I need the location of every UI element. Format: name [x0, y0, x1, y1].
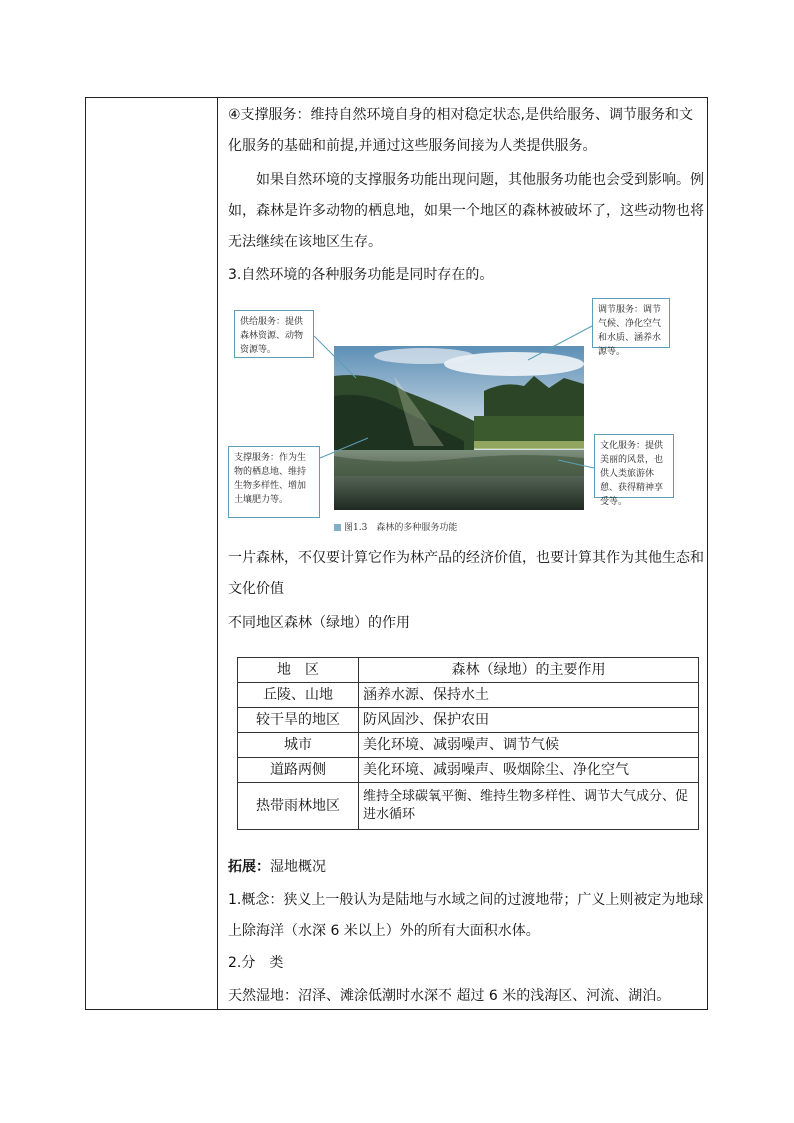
region-cell: 热带雨林地区	[238, 783, 359, 830]
wetland-concept-line2: 上除海洋（水深 6 米以上）外的所有大面积水体。	[228, 923, 540, 939]
role-cell: 美化环境、减弱噪声、吸烟除尘、净化空气	[359, 758, 699, 783]
callout-support-service: 支撑服务：作为生物的栖息地、维持生物多样性、增加土壤肥力等。	[228, 446, 320, 518]
table-row	[238, 733, 699, 758]
support-service-line2: 化服务的基础和前提,并通过这些服务间接为人类提供服务。	[228, 138, 597, 154]
role-cell: 防风固沙、保护农田	[359, 708, 699, 733]
caption-marker-icon	[334, 524, 341, 531]
role-cell: 维持全球碳氧平衡、维持生物多样性、调节大气成分、促进水循环	[359, 783, 699, 830]
forest-services-figure	[228, 298, 702, 538]
region-cell: 较干旱的地区	[238, 708, 359, 733]
table-intro: 不同地区森林（绿地）的作用	[228, 615, 410, 631]
table-row	[238, 683, 699, 708]
page-table-frame	[85, 97, 708, 1010]
role-cell: 涵养水源、保持水土	[359, 683, 699, 708]
figure-caption-text: 图1.3 森林的多种服务功能	[344, 523, 458, 533]
extension-title: 湿地概况	[270, 859, 326, 875]
coexist-line: 3.自然环境的各种服务功能是同时存在的。	[228, 267, 494, 283]
extension-label: 拓展：	[228, 859, 270, 875]
region-cell: 城市	[238, 733, 359, 758]
header-role: 森林（绿地）的主要作用	[359, 658, 699, 683]
region-cell: 丘陵、山地	[238, 683, 359, 708]
callout-culture-service: 文化服务：提供美丽的风景，也供人类旅游休憩、获得精神享受等。	[594, 434, 674, 498]
wetland-classify: 2.分 类	[228, 955, 284, 971]
table-row	[238, 708, 699, 733]
forest-value-line1: 一片森林，不仅要计算它作为林产品的经济价值，也要计算其作为其他生态和	[228, 550, 704, 566]
support-service-line1: ④支撑服务：维持自然环境自身的相对稳定状态,是供给服务、调节服务和文	[228, 107, 693, 123]
callout-regulate-service: 调节服务：调节气候、净化空气和水质、涵养水源等。	[592, 298, 670, 348]
table-row	[238, 758, 699, 783]
forest-value-line2: 文化价值	[228, 581, 284, 597]
impact-line3: 无法继续在该地区生存。	[228, 234, 382, 250]
column-divider	[217, 98, 218, 1009]
wetland-concept-line1: 1.概念：狭义上一般认为是陆地与水域之间的过渡地带；广义上则被定为地球	[228, 892, 704, 908]
role-cell: 美化环境、减弱噪声、调节气候	[359, 733, 699, 758]
callout-leader-lines	[228, 298, 702, 538]
impact-line1: 如果自然环境的支撑服务功能出现问题，其他服务功能也会受到影响。例	[256, 172, 704, 188]
region-cell: 道路两侧	[238, 758, 359, 783]
table-header-row	[238, 658, 699, 683]
callout-supply-service: 供给服务：提供森林资源、动物资源等。	[234, 310, 314, 358]
natural-wetland-line: 天然湿地：沼泽、滩涂低潮时水深不 超过 6 米的浅海区、河流、湖泊。	[228, 988, 671, 1004]
table-row	[238, 783, 699, 830]
impact-line2: 如，森林是许多动物的栖息地，如果一个地区的森林被破坏了，这些动物也将	[228, 203, 704, 219]
header-region: 地 区	[238, 658, 359, 683]
forest-role-table	[237, 657, 699, 830]
extension-heading	[228, 852, 702, 883]
figure-caption	[334, 520, 457, 533]
